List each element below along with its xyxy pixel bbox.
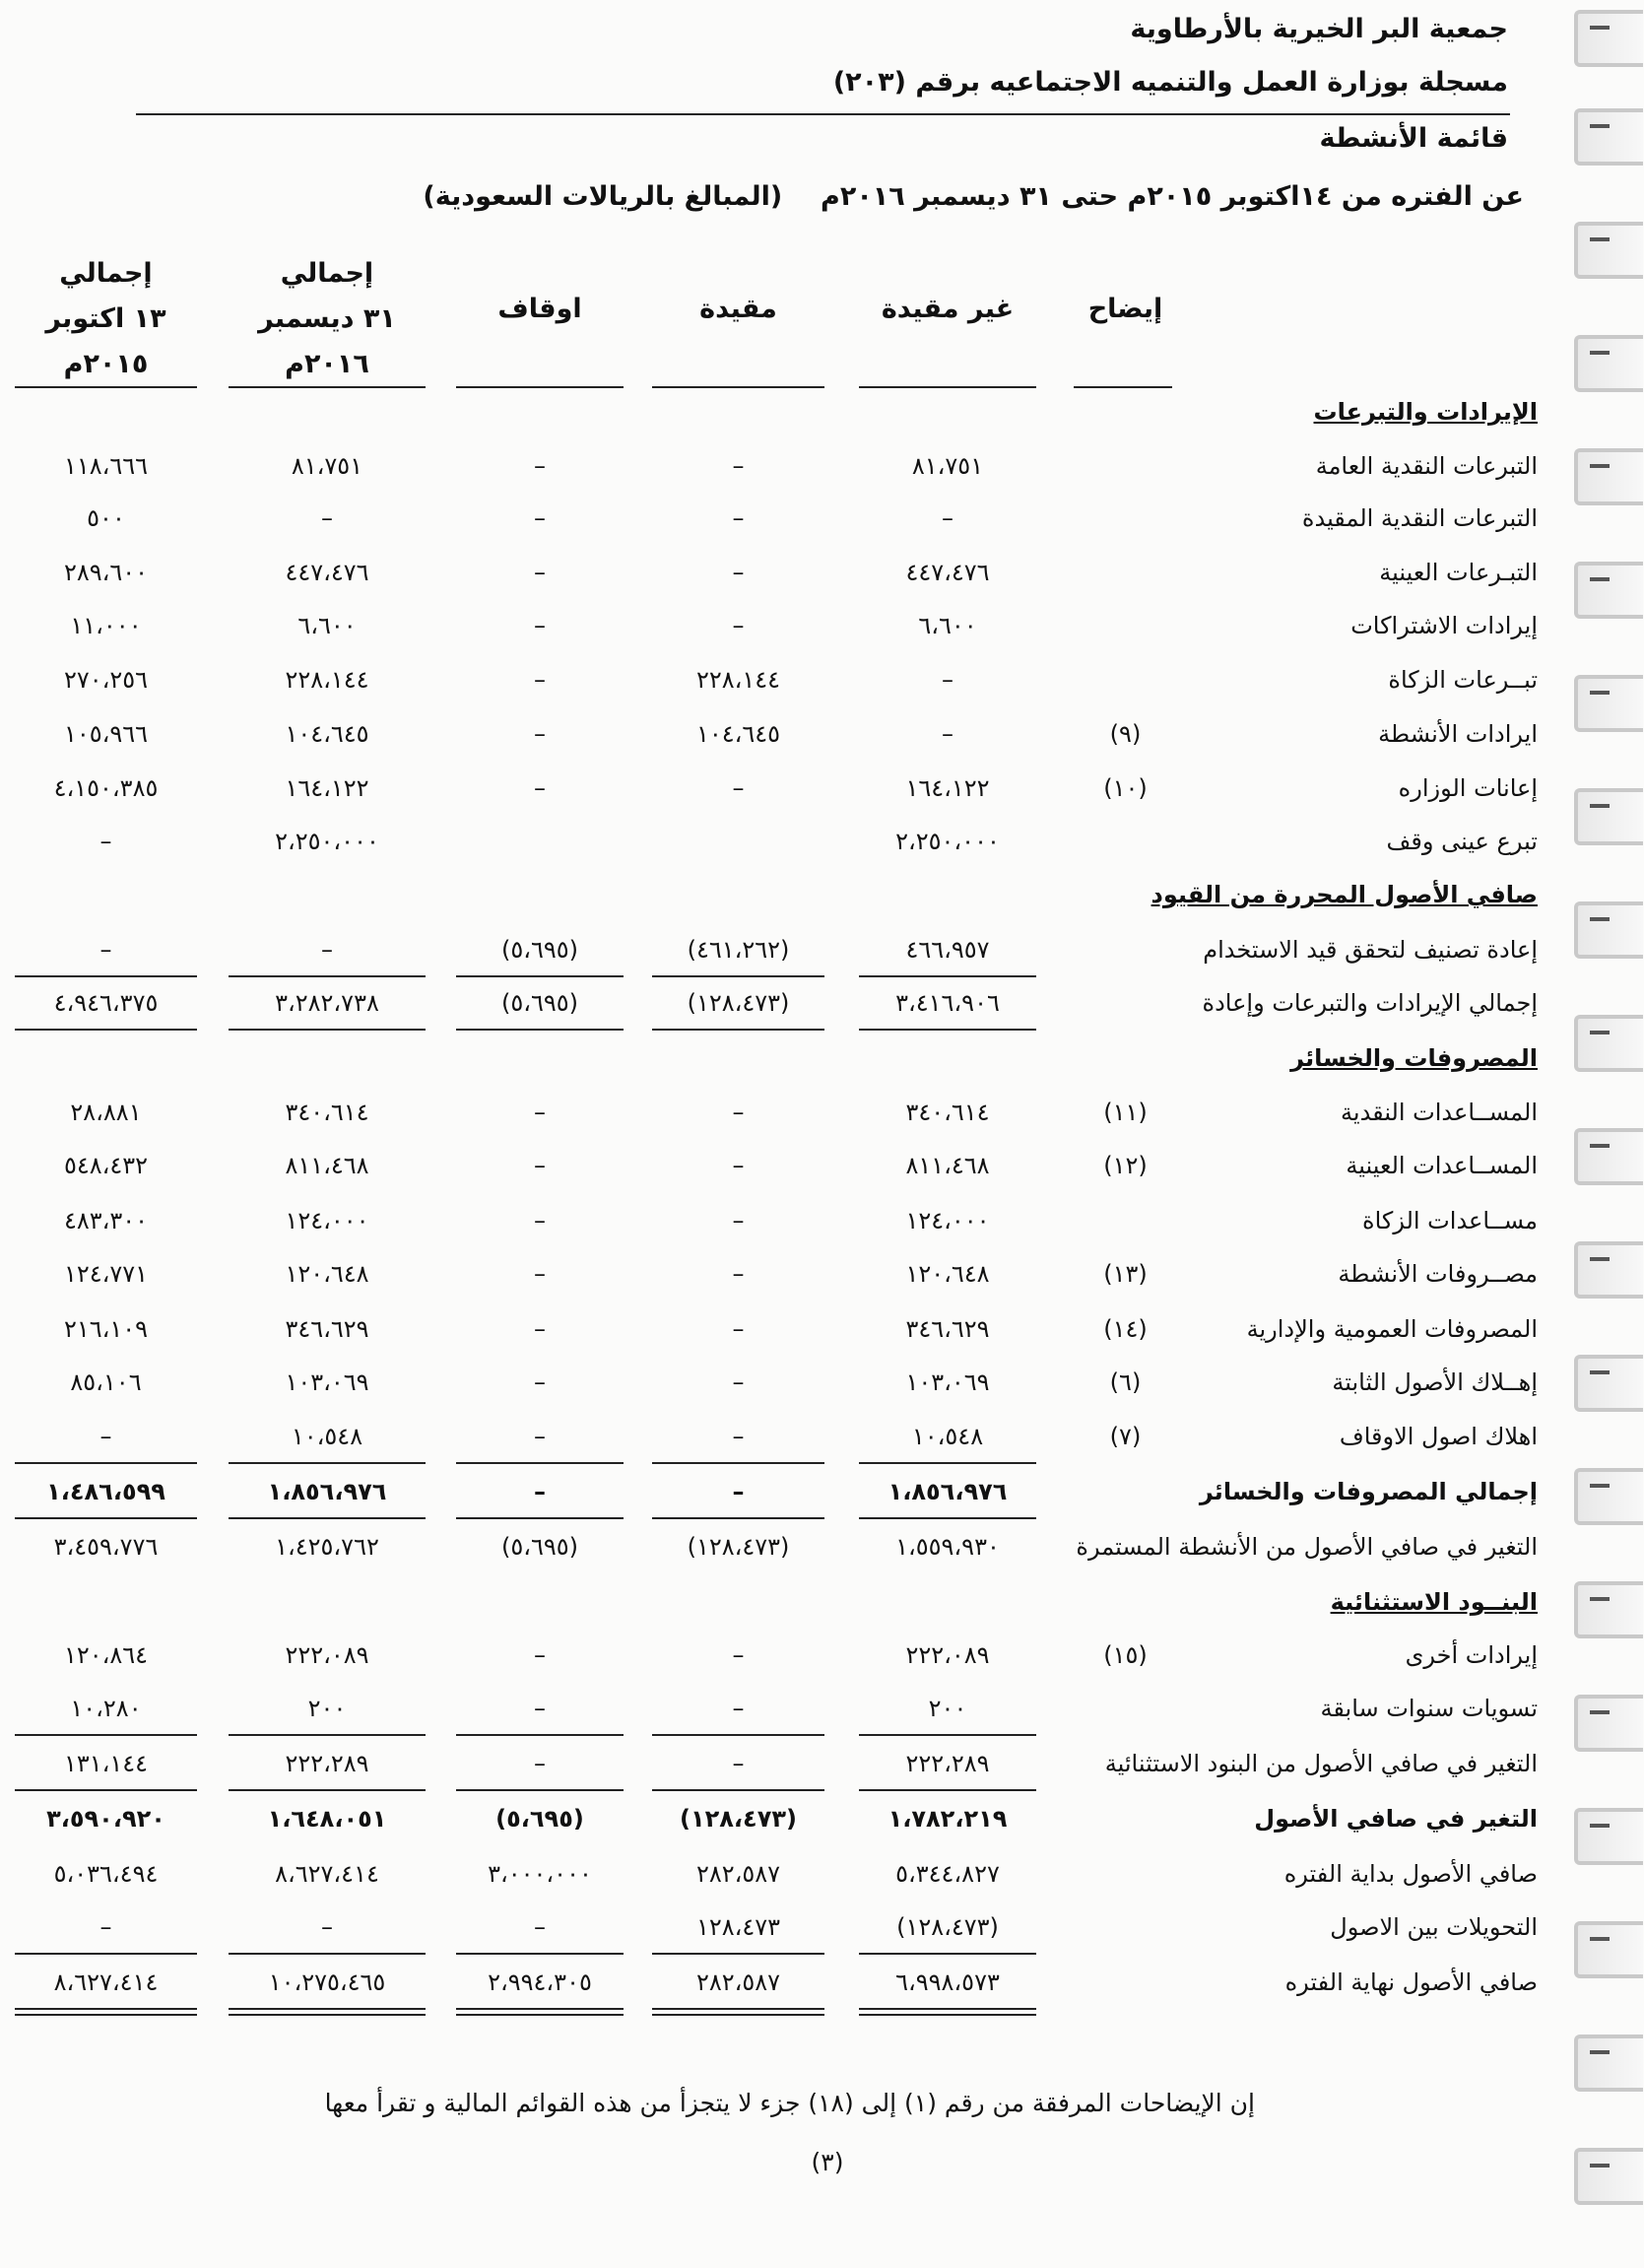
cell-t16: ١٠،٥٤٨ [291,1423,363,1450]
cell-end: ٢،٩٩٤،٣٠٥ [488,1968,592,1996]
row-label: صافي الأصول بداية الفتره [1283,1860,1538,1888]
total-rule [859,1789,1036,1791]
row-label: التبـرعات العينية [1379,559,1538,586]
cell-note: (١١) [1103,1099,1148,1126]
cell-res: – [732,1207,745,1234]
total-rule [652,2014,824,2016]
cell-t15: ١٢٤،٧٧١ [63,1260,149,1288]
cell-t15: ١٢٠،٨٦٤ [63,1641,149,1669]
total-rule [652,1953,824,1955]
total-rule [15,1517,197,1519]
cell-end: – [534,1641,546,1669]
total-rule [652,1462,824,1464]
section-heading: المصروفات والخسائر [1290,1044,1538,1072]
row-label: إعادة تصنيف لتحقق قيد الاستخدام [1203,936,1538,964]
cell-note: (١٣) [1103,1260,1148,1288]
cell-t16: – [321,936,333,964]
cell-res: (١٢٨،٤٧٣) [680,1805,797,1833]
row-label: إيرادات أخرى [1405,1641,1538,1669]
cell-t16: ٣٤٦،٦٢٩ [285,1315,369,1343]
total-rule [859,1517,1036,1519]
col-underline [15,386,197,388]
cell-t15: ١١،٠٠٠ [70,612,142,639]
col-header-note: إيضاح [1087,294,1163,324]
row-label: التغير في صافي الأصول من البنود الاستثنائية [1104,1750,1538,1777]
col-header-endowment: اوقاف [497,294,582,324]
cell-unr: – [942,720,954,748]
cell-res: – [732,504,745,532]
cell-t16: ١٦٤،١٢٢ [285,774,369,802]
total-rule [456,2008,624,2010]
cell-t16: ١٢٠،٦٤٨ [285,1260,369,1288]
cell-t16: ١٠،٢٧٥،٤٦٥ [268,1968,386,1996]
cell-t15: ٤،١٥٠،٣٨٥ [53,774,159,802]
cell-res: ١٢٨،٤٧٣ [695,1913,781,1941]
cell-t16: ٣٤٠،٦١٤ [285,1099,369,1126]
cell-t15: ٣،٤٥٩،٧٧٦ [53,1533,159,1561]
cell-end: – [534,774,546,802]
cell-unr: ٣٤٦،٦٢٩ [905,1315,990,1343]
total-rule [456,1029,624,1031]
row-label: مصــروفات الأنشطة [1338,1260,1538,1288]
row-label: صافي الأصول نهاية الفتره [1284,1968,1538,1996]
col-underline [652,386,824,388]
cell-unr: ١٦٤،١٢٢ [905,774,990,802]
cell-note: (٩) [1109,720,1142,748]
cell-end: (٥،٦٩٥) [500,989,579,1017]
total-rule [456,1953,624,1955]
row-label: تبــرعات الزكاة [1388,666,1538,694]
total-rule [15,2014,197,2016]
cell-res: ١٠٤،٦٤٥ [695,720,781,748]
cell-end: – [534,1913,546,1941]
cell-res: (١٢٨،٤٧٣) [687,989,790,1017]
cell-end: – [534,452,546,480]
row-label: التبرعات النقدية المقيدة [1301,504,1538,532]
total-rule [859,1462,1036,1464]
total-rule [15,1462,197,1464]
row-label: المســاعدات النقدية [1341,1099,1538,1126]
cell-end: – [534,1315,546,1343]
cell-t16: – [321,1913,333,1941]
col-underline [456,386,624,388]
total-rule [456,975,624,977]
total-rule [15,1029,197,1031]
cell-res: – [732,1315,745,1343]
cell-t16: ٨١١،٤٦٨ [285,1152,369,1179]
cell-unr: ٢٠٠ [928,1695,967,1722]
total-rule [456,1734,624,1736]
row-label: إهــلاك الأصول الثابتة [1332,1368,1538,1396]
total-rule [652,975,824,977]
cell-note: (٦) [1109,1368,1142,1396]
total-rule [456,1517,624,1519]
cell-t15: ٢٨٩،٦٠٠ [63,559,149,586]
total-rule [229,1517,426,1519]
row-label: المصروفات العمومية والإدارية [1246,1315,1538,1343]
col-underline [1074,386,1172,388]
section-heading: صافي الأصول المحررة من القيود [1151,881,1538,908]
row-label: مســاعدات الزكاة [1362,1207,1538,1234]
row-label: ايرادات الأنشطة [1378,720,1538,748]
col-header-total-2016: إجمالي ٣١ ديسمبر ٢٠١٦م [258,258,396,379]
cell-end: (٥،٦٩٥) [500,936,579,964]
row-label: تبرع عينى وقف [1386,828,1538,855]
cell-t16: ٢،٢٥٠،٠٠٠ [275,828,379,855]
cell-end: ٣،٠٠٠،٠٠٠ [488,1860,592,1888]
total-rule [859,975,1036,977]
cell-t15: ٨٥،١٠٦ [70,1368,142,1396]
section-heading: البنــود الاستثنائية [1330,1588,1538,1616]
cell-res: ٢٢٨،١٤٤ [695,666,781,694]
cell-t15: ٢٧٠،٢٥٦ [63,666,149,694]
cell-end: – [534,720,546,748]
cell-res: (٤٦١،٢٦٢) [687,936,790,964]
cell-t15: ١،٤٨٦،٥٩٩ [46,1478,165,1505]
cell-unr: ٣،٤١٦،٩٠٦ [895,989,1000,1017]
total-rule [456,2014,624,2016]
cell-note: (٧) [1109,1423,1142,1450]
cell-t15: ٨،٦٢٧،٤١٤ [53,1968,159,1996]
cell-res: – [732,1152,745,1179]
statement-title: قائمة الأنشطة [1319,123,1508,154]
cell-unr: ٥،٣٤٤،٨٢٧ [895,1860,1000,1888]
total-rule [652,1517,824,1519]
cell-unr: ٢٢٢،٢٨٩ [905,1750,990,1777]
cell-t16: ١٠٣،٠٦٩ [285,1368,369,1396]
cell-t15: ٤٨٣،٣٠٠ [63,1207,149,1234]
cell-unr: ١٠،٥٤٨ [911,1423,984,1450]
cell-t15: ٢١٦،١٠٩ [63,1315,149,1343]
cell-t16: ١،٤٢٥،٧٦٢ [275,1533,379,1561]
cell-end: – [534,559,546,586]
cell-res: (١٢٨،٤٧٣) [687,1533,790,1561]
cell-t16: ٨،٦٢٧،٤١٤ [275,1860,379,1888]
period-line [423,181,1524,212]
col-header-restricted: مقيدة [699,294,777,324]
row-label: التبرعات النقدية العامة [1315,452,1538,480]
cell-res: – [732,1478,745,1505]
total-rule [229,1789,426,1791]
total-rule [652,1789,824,1791]
total-rule [456,1789,624,1791]
cell-res: ٢٨٢،٥٨٧ [695,1860,781,1888]
cell-res: – [732,1750,745,1777]
total-rule [859,1029,1036,1031]
cell-t16: ١٢٤،٠٠٠ [285,1207,369,1234]
cell-res: – [732,559,745,586]
cell-unr: ٣٤٠،٦١٤ [905,1099,990,1126]
cell-unr: ٤٦٦،٩٥٧ [905,936,990,964]
total-rule [652,1029,824,1031]
col-header-total-2015: إجمالي ١٣ اكتوبر ٢٠١٥م [45,258,166,379]
total-rule [229,2008,426,2010]
cell-t15: ٥،٠٣٦،٤٩٤ [53,1860,159,1888]
cell-unr: ٦،٩٩٨،٥٧٣ [895,1968,1000,1996]
cell-end: – [534,612,546,639]
cell-end: – [534,666,546,694]
cell-t16: ٣،٢٨٢،٧٣٨ [275,989,379,1017]
cell-unr: (١٢٨،٤٧٣) [896,1913,999,1941]
registration-line: مسجلة بوزارة العمل والتنميه الاجتماعيه برقم (٢٠٣) [832,67,1508,98]
total-rule [229,1462,426,1464]
cell-unr: ١٢٤،٠٠٠ [905,1207,990,1234]
cell-end: – [534,1750,546,1777]
row-label: إعانات الوزاره [1398,774,1538,802]
total-rule [15,2008,197,2010]
total-rule [859,1734,1036,1736]
row-label: المســاعدات العينية [1346,1152,1538,1179]
cell-end: – [534,1260,546,1288]
row-label: تسويات سنوات سابقة [1320,1695,1538,1722]
cell-res: – [732,1368,745,1396]
header-divider [136,113,1510,115]
cell-t15: ١٠،٢٨٠ [70,1695,142,1722]
cell-t15: ٥٤٨،٤٣٢ [63,1152,149,1179]
col-underline [229,386,426,388]
cell-note: (١٤) [1103,1315,1148,1343]
total-rule [229,1953,426,1955]
row-label: التحويلات بين الاصول [1330,1913,1538,1941]
cell-res: – [732,1641,745,1669]
row-label: التغير في صافي الأصول من الأنشطة المستمرة [1076,1533,1538,1561]
cell-t15: – [99,1913,112,1941]
row-label: إجمالي الإيرادات والتبرعات وإعادة [1202,989,1538,1017]
cell-t16: ٢٢٢،٢٨٩ [285,1750,369,1777]
cell-end: – [534,1368,546,1396]
total-rule [652,2008,824,2010]
total-rule [859,2008,1036,2010]
page-number: (٣) [811,2148,844,2176]
cell-t16: – [321,504,333,532]
cell-t15: – [99,828,112,855]
total-rule [15,975,197,977]
cell-res: – [732,1695,745,1722]
col-header-unrestricted: غير مقيدة [881,294,1015,324]
row-label: التغير في صافي الأصول [1254,1805,1538,1833]
cell-note: (١٢) [1103,1152,1148,1179]
footer-note: إن الإيضاحات المرفقة من رقم (١) إلى (١٨) جزء لا يتجزأ من هذه القوائم المالية و تقرأ معها [324,2089,1255,2117]
cell-t15: ٥٠٠ [87,504,125,532]
total-rule [229,2014,426,2016]
cell-res: – [732,452,745,480]
cell-end: (٥،٦٩٥) [495,1805,584,1833]
cell-end: – [534,1695,546,1722]
cell-unr: ٢٢٢،٠٨٩ [905,1641,990,1669]
cell-unr: ١٢٠،٦٤٨ [905,1260,990,1288]
total-rule [456,1462,624,1464]
cell-res: – [732,774,745,802]
cell-t16: ٢٢٢،٠٨٩ [285,1641,369,1669]
cell-t15: – [99,936,112,964]
cell-unr: ٨١،٧٥١ [911,452,984,480]
total-rule [229,975,426,977]
total-rule [15,1734,197,1736]
total-rule [652,1734,824,1736]
cell-unr: – [942,504,954,532]
cell-t16: ٦،٦٠٠ [297,612,357,639]
row-label: إيرادات الاشتراكات [1350,612,1538,639]
row-label: اهلاك اصول الاوقاف [1339,1423,1538,1450]
cell-end: – [534,1207,546,1234]
cell-res: ٢٨٢،٥٨٧ [695,1968,781,1996]
cell-unr: ٢،٢٥٠،٠٠٠ [895,828,1000,855]
cell-end: – [534,1423,546,1450]
cell-t15: – [99,1423,112,1450]
cell-res: – [732,1099,745,1126]
cell-unr: ٤٤٧،٤٧٦ [905,559,990,586]
cell-t15: ٣،٥٩٠،٩٢٠ [46,1805,165,1833]
cell-res: – [732,612,745,639]
cell-unr: ١،٨٥٦،٩٧٦ [888,1478,1008,1505]
cell-res: – [732,1260,745,1288]
cell-end: – [534,1099,546,1126]
cell-t15: ٢٨،٨٨١ [70,1099,142,1126]
section-heading: الإيرادات والتبرعات [1313,398,1538,426]
total-rule [229,1734,426,1736]
cell-t16: ٤٤٧،٤٧٦ [285,559,369,586]
cell-unr: ٦،٦٠٠ [918,612,977,639]
currency-note: (المبالغ بالريالات السعودية) [423,181,783,212]
cell-t16: ١،٨٥٦،٩٧٦ [267,1478,387,1505]
total-rule [15,1953,197,1955]
cell-end: (٥،٦٩٥) [500,1533,579,1561]
cell-end: – [534,1152,546,1179]
cell-t15: ١١٨،٦٦٦ [63,452,149,480]
cell-t15: ١٣١،١٤٤ [63,1750,149,1777]
cell-end: – [534,1478,546,1505]
cell-unr: ١،٧٨٢،٢١٩ [888,1805,1008,1833]
row-label: إجمالي المصروفات والخسائر [1199,1478,1538,1505]
cell-t16: ٨١،٧٥١ [291,452,363,480]
col-underline [859,386,1036,388]
cell-unr: ١٠٣،٠٦٩ [905,1368,990,1396]
total-rule [859,2014,1036,2016]
cell-note: (١٥) [1103,1641,1148,1669]
cell-note: (١٠) [1103,774,1148,802]
total-rule [859,1953,1036,1955]
cell-unr: – [942,666,954,694]
total-rule [15,1789,197,1791]
cell-unr: ١،٥٥٩،٩٣٠ [895,1533,1000,1561]
cell-t16: ٢٠٠ [307,1695,347,1722]
cell-t16: ١،٦٤٨،٠٥١ [267,1805,387,1833]
cell-res: – [732,1423,745,1450]
cell-t15: ١٠٥،٩٦٦ [63,720,149,748]
cell-t16: ٢٢٨،١٤٤ [285,666,369,694]
cell-t16: ١٠٤،٦٤٥ [285,720,369,748]
total-rule [229,1029,426,1031]
organization-name: جمعية البر الخيرية بالأرطاوية [1130,14,1508,44]
cell-unr: ٨١١،٤٦٨ [905,1152,990,1179]
cell-end: – [534,504,546,532]
period-text: عن الفتره من ١٤اكتوبر ٢٠١٥م حتى ٣١ ديسمبر ٢٠١٦م [821,181,1524,212]
cell-t15: ٤،٩٤٦،٣٧٥ [53,989,159,1017]
